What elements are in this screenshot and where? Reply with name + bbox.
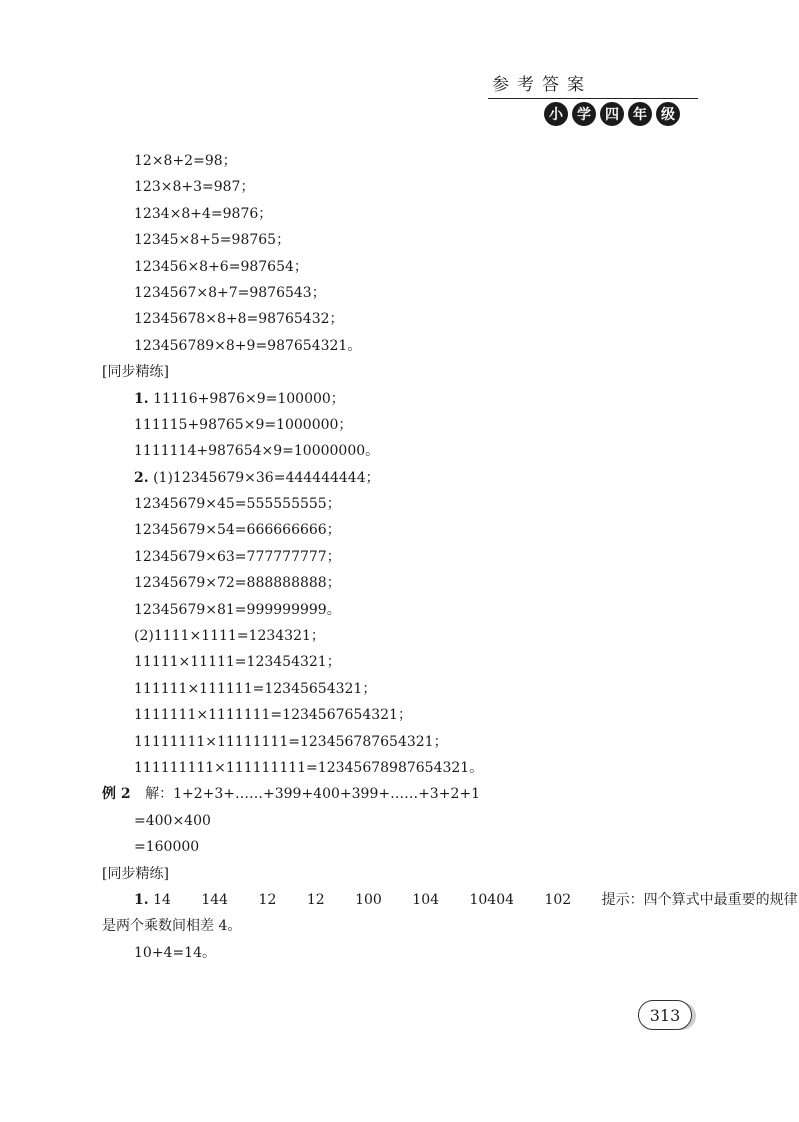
answer-value: 104 [412,891,440,908]
grade-char: 小 [544,102,568,126]
question-number: 1. [134,891,149,908]
equation-line: 11111×11111=123454321； [134,654,341,671]
answer-row [102,887,798,913]
equation-line: 12345678×8+8=98765432； [134,311,344,328]
equation-line: 123×8+3=987； [134,179,255,196]
example-label: 例 2 [102,786,131,803]
grade-label [544,102,680,126]
header-title: 参考答案 [492,75,592,95]
equation-line: 1234×8+4=9876； [134,205,273,222]
equation-line: 12345679×63=777777777； [134,548,341,565]
equation-line: =400×400 [134,812,211,829]
page-header [488,74,698,123]
equation-line: 11111111×11111111=123456787654321； [134,733,448,750]
equation-line: 12345×8+5=98765； [134,232,291,249]
equation-line: (2)1111×1111=1234321； [134,628,325,645]
page-number-badge [638,1000,698,1030]
equation-line: 10+4=14。 [134,944,216,961]
equation-line: 12345679×72=888888888； [134,575,341,592]
equation-line: 1111111×1111111=1234567654321； [134,707,412,724]
grade-char: 年 [628,102,652,126]
equation-line: 1111114+987654×9=10000000。 [134,443,380,460]
equation-line: 123456×8+6=987654； [134,258,308,275]
question-line [102,386,702,412]
answer-value: 12 [306,891,325,908]
section-heading: [同步精练] [102,364,169,381]
answer-value: 14 [153,891,171,908]
equation-line: 12345679×45=555555555； [134,496,341,513]
header-rule [488,98,698,99]
answer-value: 10404 [469,891,515,908]
question-number: 2. [134,469,149,486]
equation-line: 123456789×8+9=987654321。 [134,337,362,354]
solution-text: 解：1+2+3+……+399+400+399+……+3+2+1 [145,786,480,803]
answer-value: 12 [258,891,277,908]
example-line [102,781,702,807]
equation-line: 111111×111111=12345654321； [134,680,377,697]
equation-text: 11116+9876×9=100000； [153,390,345,407]
grade-char: 四 [600,102,624,126]
answer-value: 102 [544,891,572,908]
equation-line: 12345679×54=666666666； [134,522,341,539]
equation-line: 111115+98765×9=1000000； [134,416,353,433]
answer-content [102,148,798,966]
question-number: 1. [134,390,149,407]
question-line [102,465,702,491]
equation-line: 1234567×8+7=9876543； [134,284,326,301]
grade-char: 级 [656,102,680,126]
equation-line: =160000 [134,839,200,856]
answer-value: 100 [355,891,382,908]
equation-line: 111111111×111111111=12345678987654321。 [134,759,484,776]
section-heading: [同步精练] [102,865,169,882]
page-number: 313 [638,1000,692,1030]
hint-text: 提示：四个算式中最重要的规律 [601,891,798,908]
grade-char: 学 [572,102,596,126]
answer-value: 144 [201,891,229,908]
hint-continuation: 是两个乘数间相差 4。 [102,918,242,935]
equation-text: (1)12345679×36=444444444； [153,469,380,486]
equation-line: 12×8+2=98； [134,153,237,169]
equation-line: 12345679×81=999999999。 [134,601,341,618]
